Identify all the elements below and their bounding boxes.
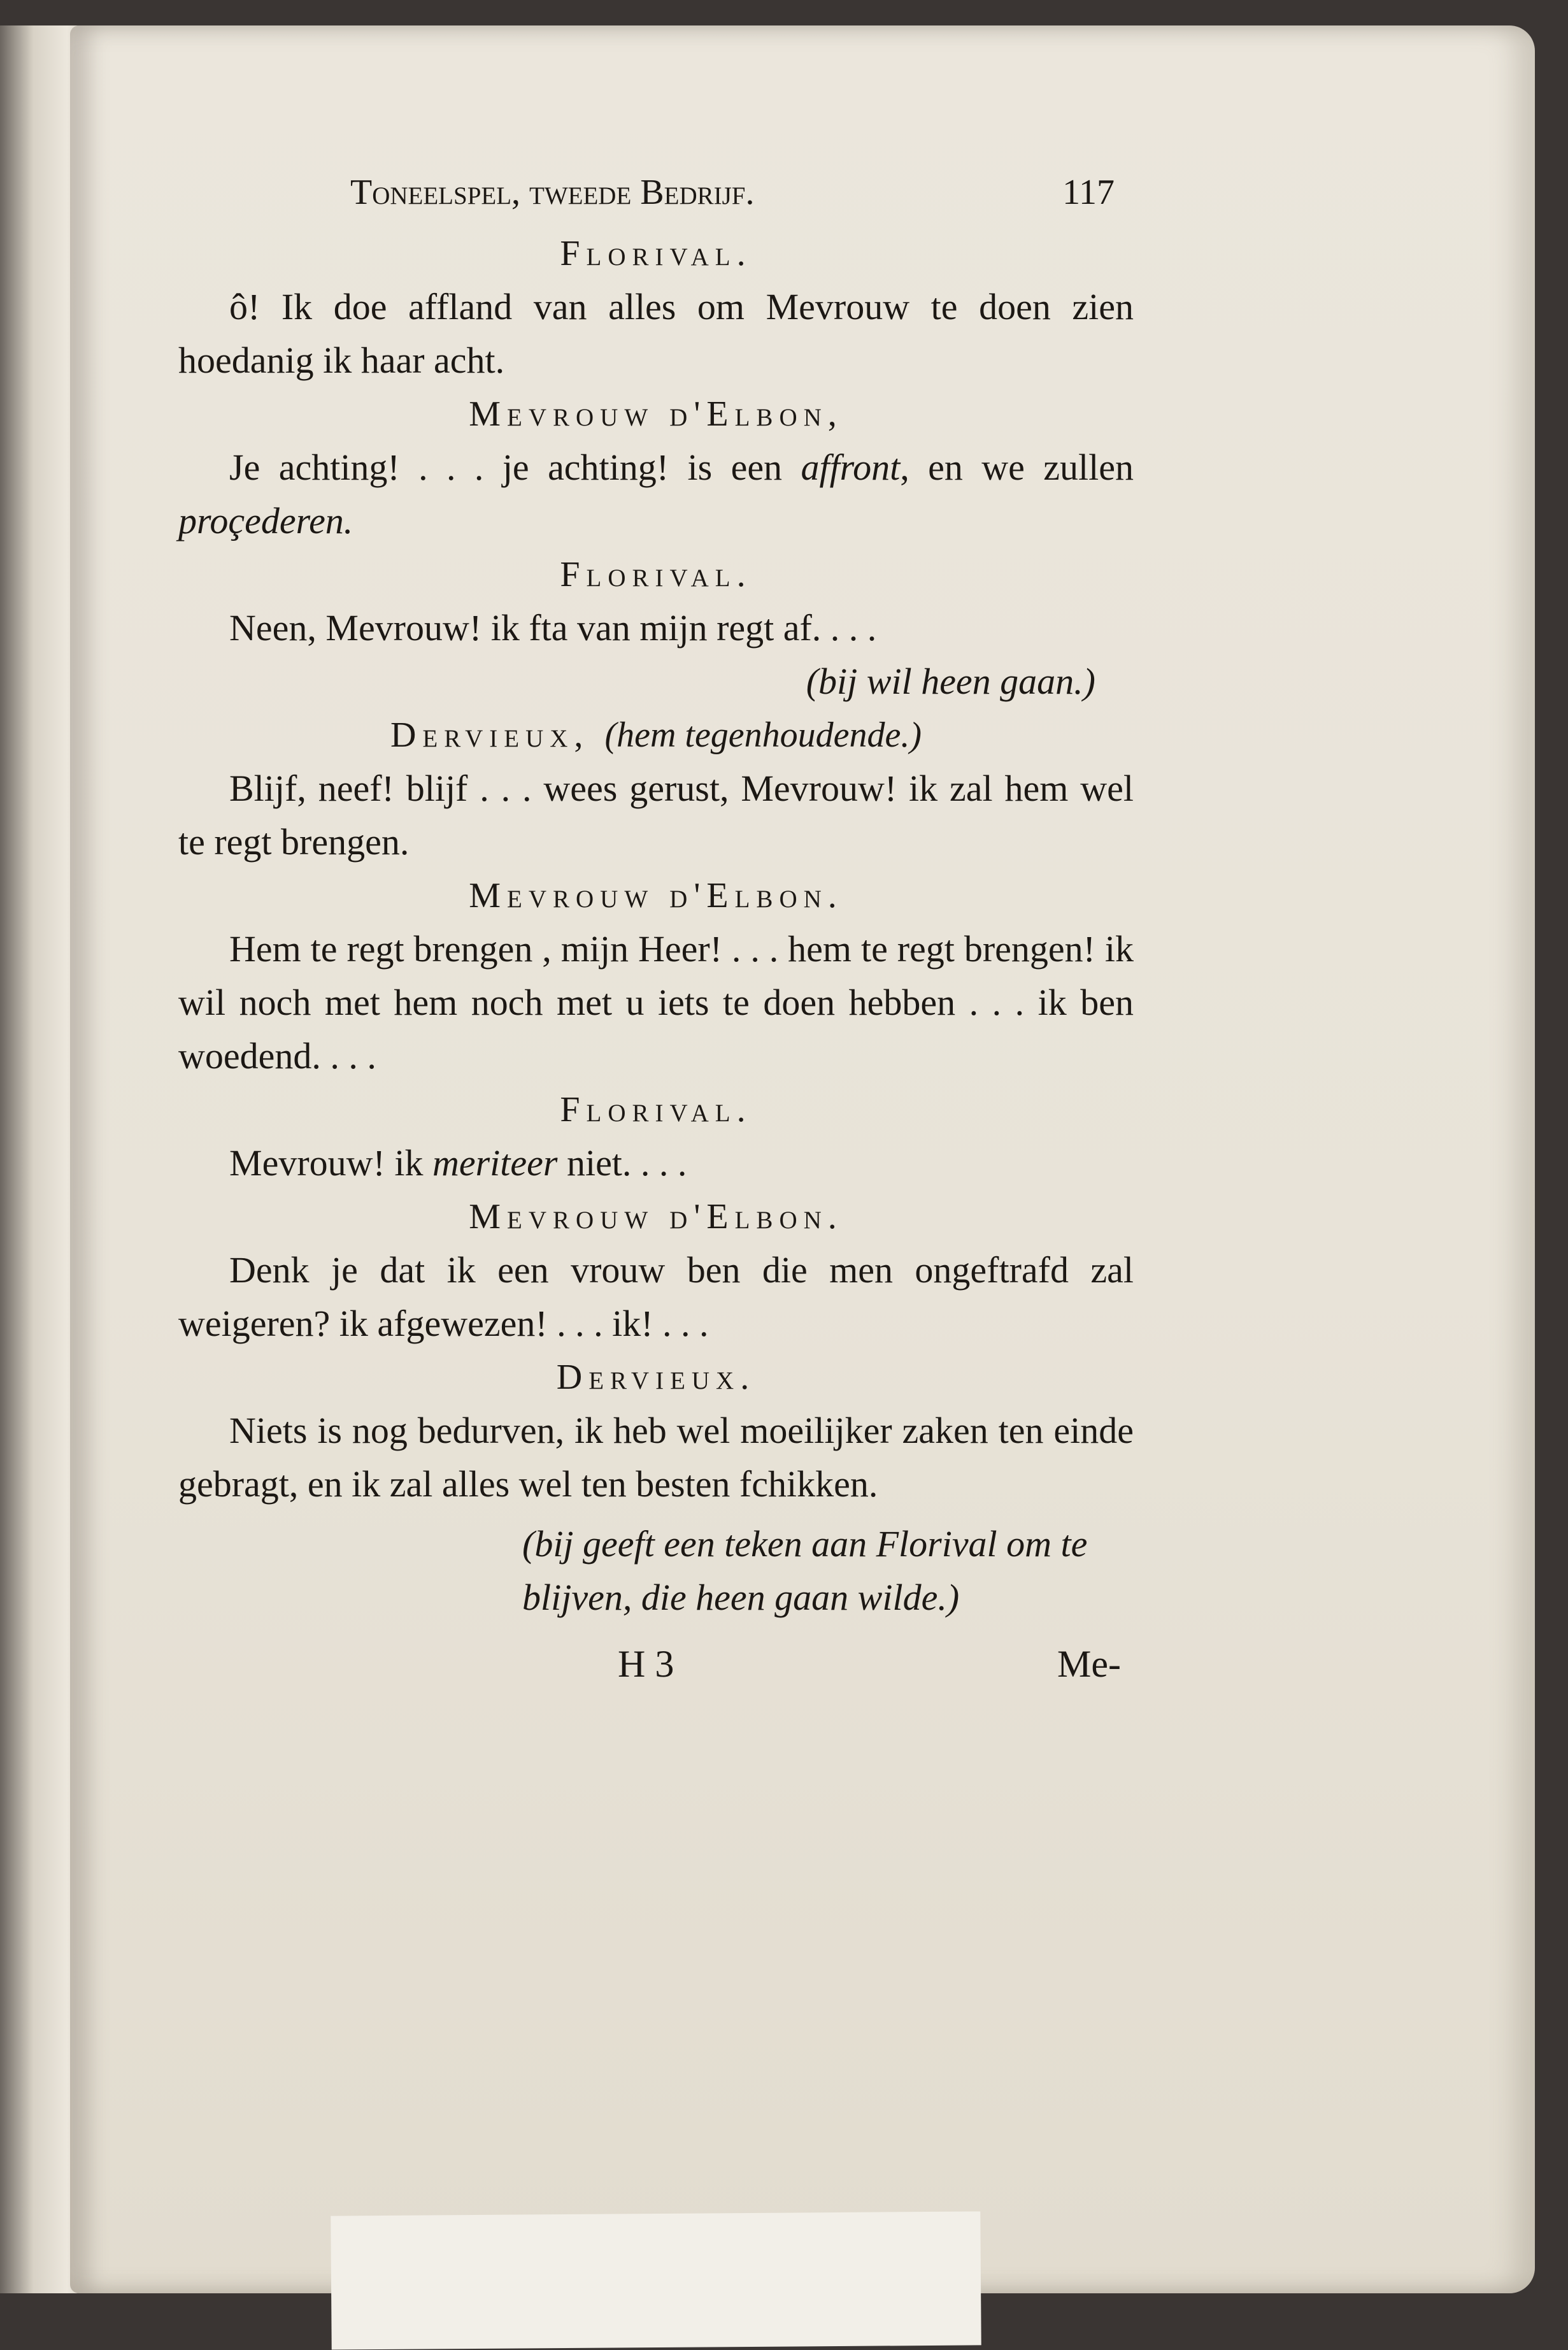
running-title: Toneelspel, tweede Bedrijf. (350, 173, 755, 212)
dialogue-line (178, 1136, 1134, 1190)
speaker-name: Dervieux, (390, 715, 590, 755)
italic-word: meriteer (432, 1142, 558, 1184)
dialogue-line: Hem te regt brengen , mijn Heer! . . . hem te regt brengen! ik wil noch met hem noch met u iets te doen hebben . . . ik ben woedend. . . . (178, 928, 1134, 1077)
speaker-heading: Mevrouw d'Elbon. (469, 1197, 843, 1236)
italic-word: proçederen. (178, 500, 353, 541)
dialogue-line: Denk je dat ik een vrouw ben die men ongeftrafd zal weigeren? ik afgewezen! . . . ik! . . . (178, 1249, 1134, 1344)
signature-mark: H 3 (618, 1643, 674, 1685)
dialogue-segment: , en we zullen (900, 447, 1134, 488)
page-footer (178, 1637, 1134, 1691)
speaker-heading: Mevrouw d'Elbon, (469, 394, 843, 434)
dialogue-segment: Je achting! . . . je achting! is een (229, 447, 801, 488)
dialogue-line: ô! Ik doe affland van alles om Mevrouw te doen zien hoedanig ik haar acht. (178, 286, 1134, 381)
dialogue-line: Blijf, neef! blijf . . . wees gerust, Mevrouw! ik zal hem wel te regt brengen. (178, 768, 1134, 863)
stage-direction: (hem tegenhoudende.) (604, 715, 922, 755)
dialogue-line: Neen, Mevrouw! ik fta van mijn regt af. . . . (229, 607, 877, 648)
speaker-heading: Florival. (560, 1090, 752, 1129)
dialogue-segment: niet. . . . (557, 1142, 687, 1184)
running-header (178, 166, 1134, 219)
speaker-heading: Mevrouw d'Elbon. (469, 876, 843, 915)
speaker-heading: Florival. (560, 555, 752, 594)
speaker-heading: Dervieux. (556, 1358, 756, 1397)
catchword: Me- (1057, 1643, 1121, 1685)
dialogue-line (178, 441, 1134, 548)
dialogue-segment: Mevrouw! ik (229, 1142, 432, 1184)
stage-direction-block: (bij geeft een teken aan Florival om te blijven, die heen gaan wilde.) (522, 1523, 1088, 1618)
speaker-heading: Florival. (560, 234, 752, 273)
speaker-heading (178, 708, 1134, 762)
dialogue-line: Niets is nog bedurven, ik heb wel moeilijker zaken ten einde gebragt, en ik zal alles wel ten besten fchikken. (178, 1410, 1134, 1505)
italic-word: affront (801, 447, 901, 488)
page-number: 117 (1062, 173, 1115, 212)
paper-stub (331, 2211, 981, 2349)
page-text (178, 166, 1134, 1691)
stage-direction: (bij wil heen gaan.) (806, 661, 1095, 702)
